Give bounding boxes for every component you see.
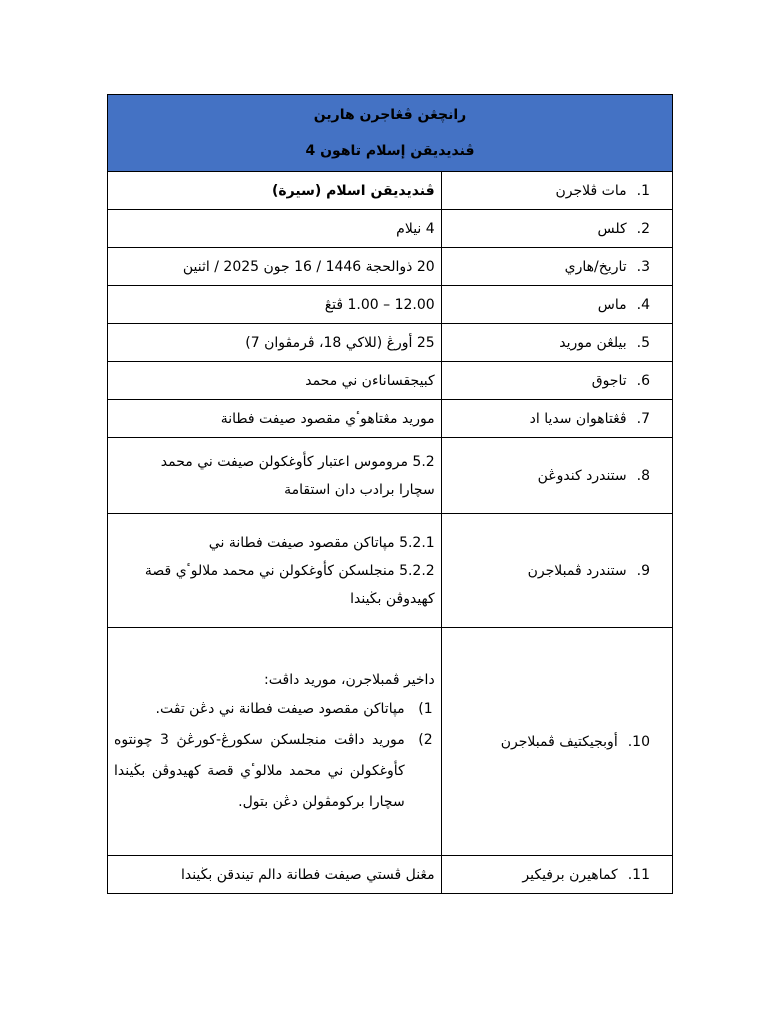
table-row — [108, 172, 673, 210]
plan-subtitle: ڤنديديقن إسلام تاهون 4 — [305, 143, 475, 159]
list-item — [114, 725, 435, 818]
row-label-text: تاريخ/هاري — [564, 258, 627, 275]
table-row — [108, 324, 673, 362]
table-row — [108, 628, 673, 856]
row-value: موريد مڠتاهوٴي مقصود صيفت فطانة — [108, 400, 442, 438]
row-label — [441, 438, 672, 514]
row-value — [108, 514, 442, 628]
row-number: 1. — [636, 182, 650, 199]
plan-title: رانچڠن ڤڠاجرن هارين — [313, 107, 467, 123]
table-row — [108, 362, 673, 400]
table-header-row — [108, 95, 673, 172]
row-value — [108, 628, 442, 856]
row-label-text: بيلڠن موريد — [559, 334, 627, 351]
row-value — [108, 438, 442, 514]
row-number: 3. — [636, 258, 650, 275]
row-label — [441, 172, 672, 210]
row-label-text: ڤڠتاهوان سديا اد — [529, 410, 627, 427]
row-label-text: كماهيرن برفيكير — [522, 866, 618, 883]
row-value: 25 أورڠ (للاكي 18، ڤرمڤوان 7) — [108, 324, 442, 362]
row-number: 8. — [636, 467, 650, 484]
row-label-text: تاجوق — [591, 372, 627, 389]
row-label-text: كلس — [597, 220, 627, 237]
row-value: ڤنديديقن اسلام (سيرة) — [108, 172, 442, 210]
row-label-text: ماس — [597, 296, 627, 313]
objective-number: 1) — [418, 700, 433, 717]
row-number: 9. — [636, 562, 650, 579]
row-label — [441, 210, 672, 248]
table-header — [108, 95, 673, 172]
value-line: كهيدوڤن بڬيندا — [350, 590, 435, 607]
row-value: 4 نيلام — [108, 210, 442, 248]
lesson-plan-table — [107, 94, 673, 894]
row-number: 5. — [636, 334, 650, 351]
value-line: سچارا برادب دان استقامة — [284, 481, 435, 498]
row-label-text: أوبجيكتيف ڤمبلاجرن — [500, 733, 618, 750]
row-label — [441, 400, 672, 438]
objective-text: موريد داڤت منجلسكن سكورڠ-كورڠڽ 3 چونتوه كأوغكولن ني محمد ملالوٴي قصة كهيدوڤن بڬيندا سچارا بركومڤولن دڠن بتول. — [114, 731, 405, 810]
row-number: 6. — [636, 372, 650, 389]
row-label — [441, 248, 672, 286]
row-label-text: مات ڤلاجرن — [555, 182, 627, 199]
row-number: 10. — [627, 733, 650, 750]
table-row — [108, 210, 673, 248]
row-number: 7. — [636, 410, 650, 427]
row-label — [441, 286, 672, 324]
row-label-text: ستندرد ڤمبلاجرن — [527, 562, 627, 579]
objective-number: 2) — [418, 731, 433, 748]
list-item — [114, 694, 435, 725]
row-number: 4. — [636, 296, 650, 313]
row-value: مڠنل ڤستي صيفت فطانة دالم تيندقن بڬيندا — [108, 856, 442, 894]
value-line: 5.2.1 مڽاتاكن مقصود صيفت فطانة ني — [208, 534, 435, 551]
value-line: 5.2 مروموس اعتبار كأوغكولن صيفت ني محمد — [160, 453, 435, 470]
row-label — [441, 856, 672, 894]
table-row — [108, 856, 673, 894]
objectives-intro: داخير ڤمبلاجرن، موريد داڤت: — [264, 671, 435, 688]
row-label — [441, 324, 672, 362]
table-row — [108, 514, 673, 628]
row-value: كبيجقسانا‌ءن ني محمد — [108, 362, 442, 400]
table-row — [108, 286, 673, 324]
row-number: 11. — [627, 866, 650, 883]
row-value: 20 ذوالحجة 1446 / 16 جون 2025 / اثنين — [108, 248, 442, 286]
objective-text: مڽاتاكن مقصود صيفت فطانة ني دڠن تڤت. — [155, 700, 405, 717]
row-label — [441, 628, 672, 856]
table-row — [108, 248, 673, 286]
table-row — [108, 438, 673, 514]
objectives-list — [114, 694, 435, 818]
row-value: 12.00 – 1.00 ڤتڠ — [108, 286, 442, 324]
table-row — [108, 400, 673, 438]
row-number: 2. — [636, 220, 650, 237]
value-line: 5.2.2 منجلسكن كأوغكولن ني محمد ملالوٴي قصة — [144, 562, 435, 579]
row-label — [441, 514, 672, 628]
row-label-text: ستندرد كندوڠن — [537, 467, 627, 484]
row-label — [441, 362, 672, 400]
